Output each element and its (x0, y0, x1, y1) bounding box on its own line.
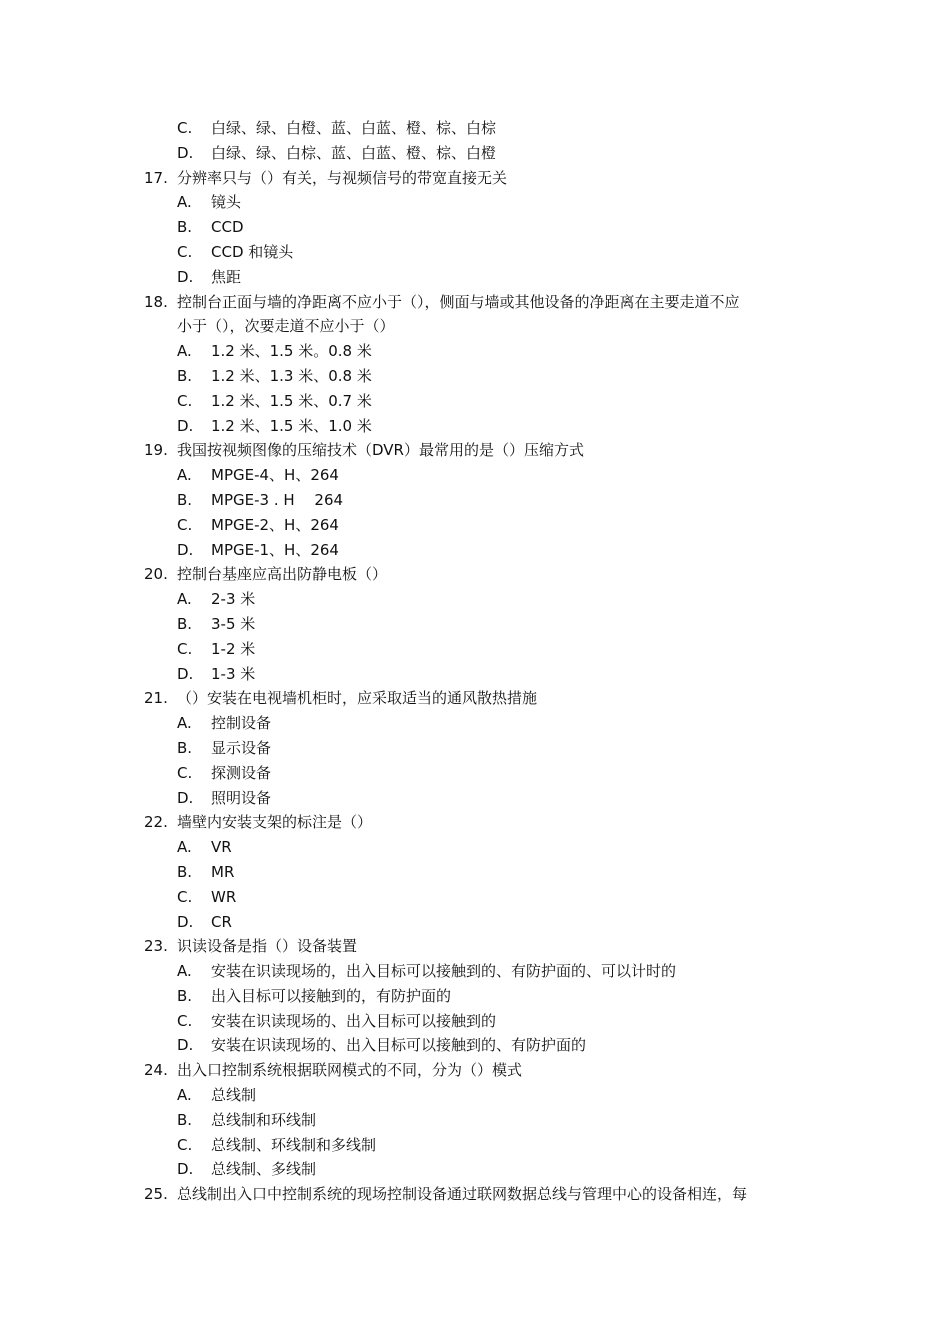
option-text: 1-2 米 (211, 639, 256, 658)
option-letter: D. (177, 416, 194, 435)
option-line (0, 414, 950, 439)
option-letter: D. (177, 788, 194, 807)
option-line (0, 612, 950, 637)
option-text: 安装在识读现场的、出入目标可以接触到的、有防护面的 (211, 1036, 587, 1055)
question-number: 17. (144, 168, 168, 187)
option-line (0, 959, 950, 984)
option-text: CCD (211, 218, 244, 237)
option-letter: A. (177, 838, 192, 857)
option-letter: C. (177, 1011, 193, 1030)
question-number: 20. (144, 565, 168, 584)
option-text: CCD 和镜头 (211, 242, 294, 261)
question-number: 23. (144, 937, 168, 956)
option-text: VR (211, 838, 232, 857)
question-number: 24. (144, 1061, 168, 1080)
option-letter: B. (177, 986, 193, 1005)
option-text: WR (211, 887, 237, 906)
option-line (0, 984, 950, 1009)
option-text: 总线制和环线制 (211, 1110, 317, 1129)
question-number: 25. (144, 1185, 168, 1204)
option-letter: D. (177, 1160, 194, 1179)
question-text: 总线制出入口中控制系统的现场控制设备通过联网数据总线与管理中心的设备相连，每 (177, 1185, 748, 1204)
question-continuation-line (0, 314, 950, 339)
option-line (0, 910, 950, 935)
option-text: 安装在识读现场的、出入目标可以接触到的 (211, 1011, 497, 1030)
option-text: MPGE-1、H、264 (211, 540, 339, 559)
option-line (0, 339, 950, 364)
option-line (0, 587, 950, 612)
option-letter: A. (177, 466, 192, 485)
option-text: 镜头 (211, 193, 242, 212)
option-letter: A. (177, 342, 192, 361)
option-text: 3-5 米 (211, 614, 256, 633)
option-text: 2-3 米 (211, 590, 256, 609)
question-text: 出入口控制系统根据联网模式的不同，分为（）模式 (177, 1061, 523, 1080)
option-text: 白绿、绿、白棕、蓝、白蓝、橙、棕、白橙 (211, 143, 497, 162)
option-letter: C. (177, 763, 193, 782)
option-line (0, 1009, 950, 1034)
option-letter: B. (177, 614, 193, 633)
option-text: 控制设备 (211, 714, 272, 733)
option-letter: A. (177, 714, 192, 733)
option-line (0, 364, 950, 389)
question-text: 墙壁内安装支架的标注是（） (177, 813, 373, 832)
option-line (0, 1157, 950, 1182)
question-line (0, 1058, 950, 1083)
option-line (0, 1083, 950, 1108)
option-line (0, 513, 950, 538)
option-letter: B. (177, 218, 193, 237)
option-letter: C. (177, 887, 193, 906)
question-text: （）安装在电视墙机柜时，应采取适当的通风散热措施 (177, 689, 538, 708)
option-line (0, 1133, 950, 1158)
question-line (0, 438, 950, 463)
option-letter: B. (177, 1110, 193, 1129)
option-text: 总线制、多线制 (211, 1160, 317, 1179)
question-line (0, 686, 950, 711)
option-line (0, 736, 950, 761)
option-text: 1.2 米、1.5 米、1.0 米 (211, 416, 372, 435)
option-line (0, 240, 950, 265)
question-text: 控制台基座应高出防静电板（） (177, 565, 388, 584)
option-text: 白绿、绿、白橙、蓝、白蓝、橙、棕、白棕 (211, 119, 497, 137)
option-line (0, 662, 950, 687)
option-letter: D. (177, 912, 194, 931)
option-line (0, 1033, 950, 1058)
question-text: 分辨率只与（）有关，与视频信号的带宽直接无关 (177, 168, 508, 187)
question-line (0, 166, 950, 191)
option-letter: D. (177, 664, 194, 683)
option-letter: D. (177, 540, 194, 559)
option-letter: B. (177, 862, 193, 881)
option-line (0, 538, 950, 563)
option-line (0, 885, 950, 910)
option-text: 探测设备 (211, 763, 272, 782)
option-line (0, 215, 950, 240)
option-text: MPGE-2、H、264 (211, 515, 339, 534)
question-text: 我国按视频图像的压缩技术（DVR）最常用的是（）压缩方式 (177, 441, 584, 460)
question-line (0, 934, 950, 959)
option-letter: B. (177, 366, 193, 385)
option-letter: A. (177, 590, 192, 609)
option-text: 1.2 米、1.5 米、0.7 米 (211, 391, 372, 410)
question-line (0, 562, 950, 587)
option-text: 1-3 米 (211, 664, 256, 683)
question-number: 19. (144, 441, 168, 460)
option-line (0, 637, 950, 662)
question-line (0, 810, 950, 835)
option-letter: D. (177, 1036, 194, 1055)
option-letter: C. (177, 639, 193, 658)
option-line (0, 786, 950, 811)
option-line (0, 141, 950, 166)
option-text: MPGE-4、H、264 (211, 466, 339, 485)
option-letter: C. (177, 1135, 193, 1154)
option-line (0, 488, 950, 513)
option-text: 安装在识读现场的，出入目标可以接触到的、有防护面的、可以计时的 (211, 962, 677, 981)
option-letter: C. (177, 242, 193, 261)
option-line (0, 116, 950, 141)
document-page (0, 116, 950, 1207)
option-line (0, 835, 950, 860)
option-line (0, 190, 950, 215)
option-text: 1.2 米、1.3 米、0.8 米 (211, 366, 372, 385)
option-line (0, 265, 950, 290)
option-text: MPGE-3 . H 264 (211, 490, 344, 509)
option-letter: D. (177, 143, 194, 162)
option-letter: B. (177, 738, 193, 757)
option-text: 总线制、环线制和多线制 (211, 1135, 377, 1154)
option-line (0, 463, 950, 488)
option-text: 焦距 (211, 267, 242, 286)
option-letter: A. (177, 1086, 192, 1105)
option-text: 照明设备 (211, 788, 272, 807)
question-text: 识读设备是指（）设备装置 (177, 937, 358, 956)
option-line (0, 860, 950, 885)
question-line (0, 1182, 950, 1207)
option-letter: C. (177, 391, 193, 410)
option-text: MR (211, 862, 235, 881)
option-line (0, 761, 950, 786)
option-letter: D. (177, 267, 194, 286)
option-letter: C. (177, 119, 193, 137)
option-line (0, 711, 950, 736)
option-line (0, 1108, 950, 1133)
option-letter: C. (177, 515, 193, 534)
option-text: 1.2 米、1.5 米。0.8 米 (211, 342, 372, 361)
option-letter: B. (177, 490, 193, 509)
question-number: 22. (144, 813, 168, 832)
option-text: 显示设备 (211, 738, 272, 757)
option-letter: A. (177, 193, 192, 212)
question-number: 18. (144, 292, 168, 311)
option-text: 出入目标可以接触到的，有防护面的 (211, 986, 452, 1005)
question-number: 21. (144, 689, 168, 708)
option-text: 总线制 (211, 1086, 257, 1105)
question-line (0, 290, 950, 315)
question-text: 小于（），次要走道不应小于（） (177, 317, 395, 336)
question-text: 控制台正面与墙的净距离不应小于（），侧面与墙或其他设备的净距离在主要走道不应 (177, 292, 740, 311)
option-letter: A. (177, 962, 192, 981)
option-text: CR (211, 912, 232, 931)
option-line (0, 389, 950, 414)
